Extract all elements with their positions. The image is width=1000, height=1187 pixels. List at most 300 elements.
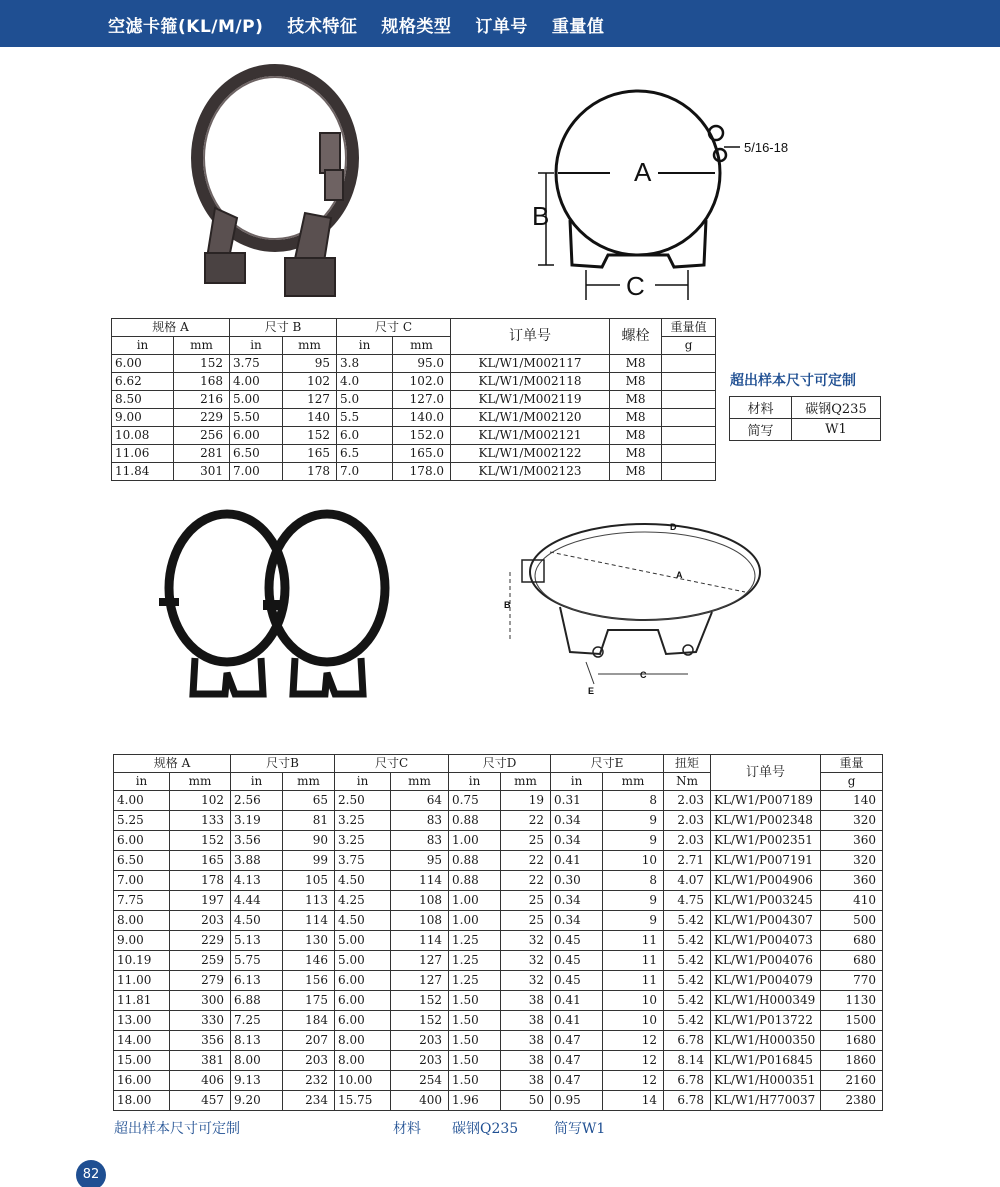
table-cell: 8.00 — [114, 911, 170, 931]
table-cell: 2380 — [821, 1091, 883, 1111]
table-cell: 770 — [821, 971, 883, 991]
table-cell: 32 — [501, 971, 551, 991]
abbr-value: W1 — [792, 419, 881, 441]
table-cell: 4.50 — [231, 911, 283, 931]
table-cell: 680 — [821, 951, 883, 971]
table-cell: 2.03 — [664, 831, 711, 851]
table-cell: 234 — [283, 1091, 335, 1111]
unit-mm: mm — [393, 337, 451, 355]
table-cell: 1.25 — [449, 951, 501, 971]
table-cell: 178.0 — [393, 463, 451, 481]
table-cell: 680 — [821, 931, 883, 951]
table-cell: M8 — [610, 427, 662, 445]
header-item-order: 订单号 — [475, 16, 528, 37]
table-cell: 14.00 — [114, 1031, 170, 1051]
unit-in: in — [551, 773, 603, 791]
table-cell: 11.06 — [112, 445, 174, 463]
footer-custom-note: 超出样本尺寸可定制 — [114, 1121, 240, 1137]
table-cell: 5.42 — [664, 931, 711, 951]
table-cell: 6.62 — [112, 373, 174, 391]
table-cell: 406 — [170, 1071, 231, 1091]
table-cell: 203 — [283, 1051, 335, 1071]
table-row — [114, 951, 883, 971]
table-cell: 18.00 — [114, 1091, 170, 1111]
table-cell: KL/W1/M002117 — [451, 355, 610, 373]
table-cell: 9 — [603, 831, 664, 851]
table-cell: 2160 — [821, 1071, 883, 1091]
table-cell: 5.0 — [337, 391, 393, 409]
table-cell: 156 — [283, 971, 335, 991]
table-cell: 281 — [174, 445, 230, 463]
header-bar — [0, 0, 1000, 47]
unit-mm: mm — [391, 773, 449, 791]
unit-in: in — [337, 337, 393, 355]
header-item-specs: 规格类型 — [381, 16, 452, 37]
table-cell: 256 — [174, 427, 230, 445]
unit-in: in — [231, 773, 283, 791]
table-cell: M8 — [610, 463, 662, 481]
table-cell: 0.45 — [551, 931, 603, 951]
table-cell: 9 — [603, 811, 664, 831]
table-cell: M8 — [610, 355, 662, 373]
table-row — [114, 891, 883, 911]
table-cell: 19 — [501, 791, 551, 811]
table-cell: 8.13 — [231, 1031, 283, 1051]
table-cell: 4.13 — [231, 871, 283, 891]
table-cell: 3.56 — [231, 831, 283, 851]
table-cell: 38 — [501, 991, 551, 1011]
table-cell: 11.84 — [112, 463, 174, 481]
table-cell: 184 — [283, 1011, 335, 1031]
table-cell: 5.42 — [664, 991, 711, 1011]
table-row — [112, 355, 716, 373]
table-cell: 65 — [283, 791, 335, 811]
clamp-photo-double — [155, 508, 405, 703]
table-cell: KL/W1/P007189 — [711, 791, 821, 811]
unit-mm: mm — [283, 773, 335, 791]
table-cell: 4.44 — [231, 891, 283, 911]
table-cell: 330 — [170, 1011, 231, 1031]
table-cell: 105 — [283, 871, 335, 891]
table-row — [114, 811, 883, 831]
table-cell: 25 — [501, 891, 551, 911]
table-cell: 0.34 — [551, 891, 603, 911]
col-spec-a: 规格 A — [114, 755, 231, 773]
table-cell: KL/W1/P002348 — [711, 811, 821, 831]
table-cell: 4.50 — [335, 911, 391, 931]
clamp-drawing-2 — [490, 512, 780, 697]
table-cell: KL/W1/P013722 — [711, 1011, 821, 1031]
table-cell: 356 — [170, 1031, 231, 1051]
table-cell: 3.88 — [231, 851, 283, 871]
table-cell: 22 — [501, 871, 551, 891]
table-row — [114, 831, 883, 851]
unit-in: in — [112, 337, 174, 355]
page-number: 82 — [76, 1160, 106, 1187]
table-cell: 1.00 — [449, 911, 501, 931]
unit-in: in — [114, 773, 170, 791]
table-row — [112, 463, 716, 481]
table-cell: 38 — [501, 1031, 551, 1051]
unit-mm: mm — [170, 773, 231, 791]
table-row — [114, 991, 883, 1011]
table-cell: 6.78 — [664, 1091, 711, 1111]
material-label: 材料 — [730, 397, 792, 419]
table-cell: 8.00 — [335, 1031, 391, 1051]
table-cell: 13.00 — [114, 1011, 170, 1031]
table-cell: 114 — [391, 931, 449, 951]
table-cell: KL/W1/M002118 — [451, 373, 610, 391]
table-cell: 133 — [170, 811, 231, 831]
table-cell: 457 — [170, 1091, 231, 1111]
table-cell: 0.41 — [551, 1011, 603, 1031]
table-row — [114, 931, 883, 951]
table-cell: 38 — [501, 1071, 551, 1091]
table-cell: 11 — [603, 971, 664, 991]
clamp-drawing-1 — [510, 85, 800, 310]
table-cell: 1.00 — [449, 891, 501, 911]
table-cell: 152.0 — [393, 427, 451, 445]
unit-in: in — [449, 773, 501, 791]
table-cell: 9.13 — [231, 1071, 283, 1091]
table-cell: M8 — [610, 445, 662, 463]
table-cell: KL/W1/M002120 — [451, 409, 610, 427]
table-cell: 6.5 — [337, 445, 393, 463]
table-cell: 4.00 — [230, 373, 283, 391]
table-cell: 360 — [821, 831, 883, 851]
table-cell: KL/W1/H770037 — [711, 1091, 821, 1111]
table-cell: 152 — [391, 1011, 449, 1031]
table-cell: 0.45 — [551, 951, 603, 971]
table-cell: 7.00 — [114, 871, 170, 891]
table-cell: 127 — [391, 951, 449, 971]
spec-table-1 — [111, 318, 716, 481]
table-cell: 127.0 — [393, 391, 451, 409]
table-cell: 5.75 — [231, 951, 283, 971]
table-cell: 10 — [603, 851, 664, 871]
table-cell: 152 — [170, 831, 231, 851]
table-cell: 32 — [501, 951, 551, 971]
dim-e-label: E — [588, 686, 595, 696]
table-cell: 168 — [174, 373, 230, 391]
table-cell: 165 — [170, 851, 231, 871]
table-cell: 108 — [391, 891, 449, 911]
header-item-title: 空滤卡箍(KL/M/P) — [108, 16, 264, 37]
table-cell: 6.00 — [335, 991, 391, 1011]
table-cell: 0.34 — [551, 831, 603, 851]
table-cell: 10 — [603, 991, 664, 1011]
table-cell: KL/W1/P004076 — [711, 951, 821, 971]
table-cell: 0.88 — [449, 851, 501, 871]
table-cell: 0.34 — [551, 811, 603, 831]
table-cell: 1.50 — [449, 1031, 501, 1051]
table-cell: 4.07 — [664, 871, 711, 891]
table-cell: 6.0 — [337, 427, 393, 445]
table-cell: 216 — [174, 391, 230, 409]
table-cell: 320 — [821, 811, 883, 831]
dim-b-label: B — [532, 201, 550, 231]
unit-mm: mm — [603, 773, 664, 791]
table-cell: 4.75 — [664, 891, 711, 911]
col-weight: 重量值 — [662, 319, 716, 337]
table-row — [112, 409, 716, 427]
table-cell: 203 — [170, 911, 231, 931]
table-cell: 3.25 — [335, 811, 391, 831]
table-cell: 9.00 — [112, 409, 174, 427]
table-cell: 5.5 — [337, 409, 393, 427]
table-cell: 113 — [283, 891, 335, 911]
col-size-d: 尺寸D — [449, 755, 551, 773]
table-cell: M8 — [610, 391, 662, 409]
col-bolt: 螺栓 — [610, 319, 662, 355]
table-cell: 175 — [283, 991, 335, 1011]
table-cell: 64 — [391, 791, 449, 811]
table-cell: 9 — [603, 891, 664, 911]
table-cell: 3.75 — [230, 355, 283, 373]
table-row — [114, 1011, 883, 1031]
table-cell: 301 — [174, 463, 230, 481]
table-cell: 11 — [603, 951, 664, 971]
table-cell: 95.0 — [393, 355, 451, 373]
table-cell — [662, 355, 716, 373]
table-cell: 7.0 — [337, 463, 393, 481]
table-cell: 2.50 — [335, 791, 391, 811]
dim-a-label: A — [634, 157, 652, 187]
table-row — [114, 1051, 883, 1071]
table-cell: 8.14 — [664, 1051, 711, 1071]
table-cell: 232 — [283, 1071, 335, 1091]
unit-mm: mm — [283, 337, 337, 355]
table-cell: 8.50 — [112, 391, 174, 409]
table-row — [114, 871, 883, 891]
table-cell: 6.13 — [231, 971, 283, 991]
footer-material-label: 材料 — [393, 1121, 421, 1137]
table-cell: 1500 — [821, 1011, 883, 1031]
table-cell: 114 — [391, 871, 449, 891]
table-cell: KL/W1/H000351 — [711, 1071, 821, 1091]
table-cell: 500 — [821, 911, 883, 931]
table-cell: 6.78 — [664, 1071, 711, 1091]
table-cell: 8.00 — [335, 1051, 391, 1071]
table-cell: KL/W1/M002123 — [451, 463, 610, 481]
table-cell: 1.25 — [449, 931, 501, 951]
col-spec-a: 规格 A — [112, 319, 230, 337]
col-size-c: 尺寸 C — [337, 319, 451, 337]
unit-in: in — [230, 337, 283, 355]
table-cell: 6.00 — [335, 1011, 391, 1031]
dim-b-label-2: B — [504, 600, 511, 610]
table-cell: 0.88 — [449, 871, 501, 891]
table-cell: 11 — [603, 931, 664, 951]
table-cell: 1680 — [821, 1031, 883, 1051]
spec-table-2 — [113, 754, 883, 1111]
table-cell: 7.00 — [230, 463, 283, 481]
table-cell: 1.00 — [449, 831, 501, 851]
table-cell: 5.00 — [335, 931, 391, 951]
table-cell: 1860 — [821, 1051, 883, 1071]
table-cell: 11.81 — [114, 991, 170, 1011]
table-cell: 410 — [821, 891, 883, 911]
table-cell: KL/W1/P002351 — [711, 831, 821, 851]
col-size-b: 尺寸 B — [230, 319, 337, 337]
dim-a-label-2: A — [676, 570, 683, 580]
unit-mm: mm — [501, 773, 551, 791]
table-cell: KL/W1/M002122 — [451, 445, 610, 463]
col-weight: 重量 — [821, 755, 883, 773]
table-cell: 3.8 — [337, 355, 393, 373]
col-torque: 扭矩 — [664, 755, 711, 773]
table-cell: 1.50 — [449, 991, 501, 1011]
table-cell: 0.75 — [449, 791, 501, 811]
table-cell: 0.47 — [551, 1031, 603, 1051]
table-cell: 9 — [603, 911, 664, 931]
table-cell: 7.75 — [114, 891, 170, 911]
table-cell: 38 — [501, 1051, 551, 1071]
table-cell: 12 — [603, 1031, 664, 1051]
table-cell: 32 — [501, 931, 551, 951]
table-cell: 1.96 — [449, 1091, 501, 1111]
table-cell: 38 — [501, 1011, 551, 1031]
table-cell: KL/W1/M002121 — [451, 427, 610, 445]
abbr-label: 简写 — [730, 419, 792, 441]
header-item-weight: 重量值 — [551, 16, 605, 37]
table-cell: 6.78 — [664, 1031, 711, 1051]
table-cell: 8.00 — [231, 1051, 283, 1071]
table-cell: 4.00 — [114, 791, 170, 811]
table-cell: 5.00 — [230, 391, 283, 409]
footer-abbr: 简写W1 — [554, 1121, 606, 1137]
table-row — [114, 851, 883, 871]
col-order: 订单号 — [711, 755, 821, 791]
table-cell: 25 — [501, 831, 551, 851]
unit-mm: mm — [174, 337, 230, 355]
table-cell: 81 — [283, 811, 335, 831]
bolt-size-label: 5/16-18 — [744, 140, 789, 155]
table-row — [114, 911, 883, 931]
header-nav — [108, 10, 604, 38]
table-cell: 16.00 — [114, 1071, 170, 1091]
table-cell — [662, 445, 716, 463]
col-order: 订单号 — [451, 319, 610, 355]
table-cell: 0.47 — [551, 1071, 603, 1091]
table-cell: KL/W1/H000350 — [711, 1031, 821, 1051]
table-cell: 11.00 — [114, 971, 170, 991]
table-cell: 83 — [391, 831, 449, 851]
table-cell: 4.0 — [337, 373, 393, 391]
table-cell: 130 — [283, 931, 335, 951]
table-cell: 152 — [283, 427, 337, 445]
table-cell: 0.41 — [551, 851, 603, 871]
table-row — [112, 373, 716, 391]
table-cell: 50 — [501, 1091, 551, 1111]
table-cell: 1.50 — [449, 1011, 501, 1031]
table-cell: 3.25 — [335, 831, 391, 851]
dim-d-label: D — [670, 522, 677, 532]
table-cell: 381 — [170, 1051, 231, 1071]
table-cell: 102.0 — [393, 373, 451, 391]
col-size-b: 尺寸B — [231, 755, 335, 773]
table-cell: KL/W1/P016845 — [711, 1051, 821, 1071]
material-value: 碳钢Q235 — [792, 397, 881, 419]
table-cell: 5.50 — [230, 409, 283, 427]
table-cell: 127 — [283, 391, 337, 409]
table-cell: 0.30 — [551, 871, 603, 891]
dim-c-label: C — [626, 271, 645, 301]
table-cell: 108 — [391, 911, 449, 931]
table-cell: 140 — [283, 409, 337, 427]
table-cell — [662, 373, 716, 391]
table-cell: 1.25 — [449, 971, 501, 991]
table-row — [114, 1071, 883, 1091]
table-cell: 14 — [603, 1091, 664, 1111]
table-cell: 140 — [821, 791, 883, 811]
table-cell: 229 — [174, 409, 230, 427]
table-cell — [662, 409, 716, 427]
table-cell: 10.19 — [114, 951, 170, 971]
table-row — [112, 427, 716, 445]
table-cell — [662, 391, 716, 409]
table-cell: 178 — [283, 463, 337, 481]
table-cell: 1130 — [821, 991, 883, 1011]
table-cell: 3.19 — [231, 811, 283, 831]
table-cell: 10 — [603, 1011, 664, 1031]
footer-material-value: 碳钢Q235 — [452, 1121, 519, 1137]
table-cell: 2.56 — [231, 791, 283, 811]
table-cell: 15.00 — [114, 1051, 170, 1071]
table-cell: 1.50 — [449, 1051, 501, 1071]
table-cell: 203 — [391, 1031, 449, 1051]
table-cell: KL/W1/P003245 — [711, 891, 821, 911]
table-cell: 102 — [170, 791, 231, 811]
table-cell: 6.00 — [112, 355, 174, 373]
table-cell: 197 — [170, 891, 231, 911]
table-cell: 5.42 — [664, 951, 711, 971]
table-cell: 5.42 — [664, 1011, 711, 1031]
table-cell: KL/W1/M002119 — [451, 391, 610, 409]
table-cell: 12 — [603, 1071, 664, 1091]
unit-g: g — [821, 773, 883, 791]
dim-c-label-2: C — [640, 670, 647, 680]
table-cell: 300 — [170, 991, 231, 1011]
table-cell: 165 — [283, 445, 337, 463]
table-cell: 8 — [603, 791, 664, 811]
table-cell: KL/W1/P007191 — [711, 851, 821, 871]
unit-in: in — [335, 773, 391, 791]
table-cell: 5.42 — [664, 911, 711, 931]
table-row — [114, 791, 883, 811]
table-cell: 203 — [391, 1051, 449, 1071]
table-cell: 6.88 — [231, 991, 283, 1011]
table-cell: M8 — [610, 373, 662, 391]
table-cell: 6.50 — [114, 851, 170, 871]
table-cell: 9.00 — [114, 931, 170, 951]
table-cell: KL/W1/P004073 — [711, 931, 821, 951]
table-cell: 254 — [391, 1071, 449, 1091]
table-cell: 4.50 — [335, 871, 391, 891]
table-cell: 6.00 — [114, 831, 170, 851]
clamp-photo-single — [185, 58, 365, 308]
table-row — [114, 971, 883, 991]
table-cell: 5.42 — [664, 971, 711, 991]
table-cell: 360 — [821, 871, 883, 891]
table-cell — [662, 427, 716, 445]
table-cell: 140.0 — [393, 409, 451, 427]
table-cell: 178 — [170, 871, 231, 891]
table-cell: 2.03 — [664, 791, 711, 811]
table-cell: KL/W1/P004307 — [711, 911, 821, 931]
custom-size-note: 超出样本尺寸可定制 — [730, 373, 856, 389]
table-cell: 102 — [283, 373, 337, 391]
